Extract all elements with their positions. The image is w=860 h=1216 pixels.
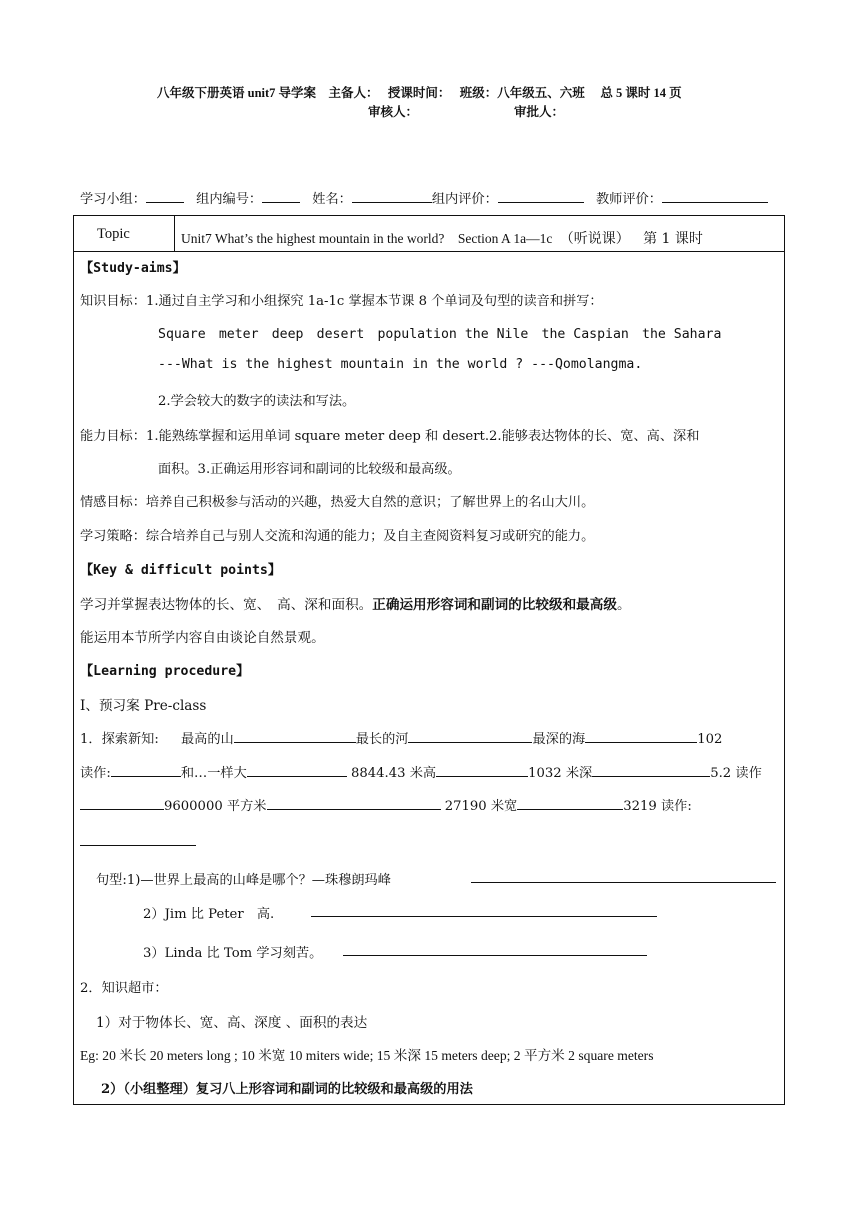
- topic-row-bottom: [73, 251, 785, 252]
- teacher-eval-blank[interactable]: [662, 190, 768, 203]
- procedure-heading: 【Learning procedure】: [80, 664, 250, 679]
- read-3219-blank[interactable]: [80, 845, 196, 846]
- as-big-as-label: 和…一样大: [180, 766, 247, 781]
- study-aims-heading: 【Study-aims】: [80, 261, 186, 276]
- longest-river-label: 最长的河: [355, 732, 409, 747]
- number-blank[interactable]: [262, 190, 300, 203]
- document-header-line1: 八年级下册英语 unit7 导学案 主备人： 授课时间： 班级：八年级五、六班 总 5 课时 14 页: [157, 86, 682, 100]
- lesson-type: （听说课）: [559, 231, 630, 247]
- knowledge-label: 知识目标：: [80, 294, 146, 309]
- explore-line2: [80, 762, 762, 781]
- deepest-sea-label: 最深的海: [532, 732, 586, 747]
- key-points-bold: 正确运用形容词和副词的比较级和最高级: [372, 597, 617, 613]
- deep-1032-label: 1032 米深: [528, 766, 593, 781]
- topic-label: Topic: [97, 226, 130, 242]
- longest-river-blank[interactable]: [408, 730, 532, 743]
- name-blank[interactable]: [352, 190, 432, 203]
- group-eval-label: 组内评价：: [431, 192, 498, 207]
- ability-label: 能力目标：: [80, 429, 146, 444]
- dimension-expression-heading: 1）对于物体长、宽、高、深度 、面积的表达: [96, 1015, 368, 1031]
- sqm-9600000-label: 9600000 平方米: [164, 799, 267, 814]
- wide-27190-label: 27190 米宽: [444, 799, 518, 814]
- reviewer-label: 审核人：: [368, 105, 419, 119]
- key-points-plain: 学习并掌握表达物体的长、宽、 高、深和面积。: [80, 597, 373, 613]
- emotion-aim: 情感目标：培养自己积极参与活动的兴趣，热爱大自然的意识；了解世界上的名山大川。: [80, 495, 595, 510]
- preclass-heading: I、预习案 Pre-class: [80, 698, 207, 714]
- topic-title: [181, 227, 703, 248]
- dimension-example: Eg: 20 米长 20 meters long ; 10 米宽 10 miters wide; 15 米深 15 meters deep; 2 平方米 2 square meters: [80, 1048, 654, 1063]
- height-8844-blank[interactable]: [436, 764, 528, 777]
- pattern-1: [96, 869, 391, 888]
- pattern-label: 句型:: [96, 873, 127, 888]
- pattern-2: 2）Jim 比 Peter 高.: [143, 907, 275, 922]
- target-sentence: ---What is the highest mountain in the world ? ---Qomolangma.: [158, 357, 643, 372]
- key-points-end: 。: [616, 597, 631, 613]
- wide-27190-blank[interactable]: [517, 797, 623, 810]
- group-label: 学习小组：: [80, 192, 146, 207]
- sqm-9600000-blank[interactable]: [267, 797, 441, 810]
- lesson-period: 第 1 课时: [643, 231, 703, 247]
- group-blank[interactable]: [146, 190, 184, 203]
- pattern-3: 3）Linda 比 Tom 学习刻苦。: [143, 946, 323, 961]
- pattern-3-blank[interactable]: [343, 955, 647, 956]
- height-8844-label: 8844.43 米高: [350, 766, 437, 781]
- key-points-line2: 能运用本节所学内容自由谈论自然景观。: [80, 630, 325, 646]
- read-5-2-blank[interactable]: [80, 797, 164, 810]
- pattern-1-blank[interactable]: [471, 882, 776, 883]
- ability-aim-1: 1.能熟练掌握和运用单词 square meter deep 和 desert.2.能够表达物体的长、宽、高、深和: [145, 429, 700, 444]
- pattern-1-text: 1)—世界上最高的山峰是哪个？—珠穆朗玛峰: [126, 873, 391, 888]
- knowledge-aim-1: 1.通过自主学习和小组探究 1a-1c 掌握本节课 8 个单词及句型的读音和拼写：: [145, 294, 603, 309]
- teacher-eval-label: 教师评价：: [595, 192, 662, 207]
- explore-line3: [80, 795, 692, 814]
- number-3219-label: 3219 读作:: [623, 799, 692, 814]
- learning-strategy: 学习策略：综合培养自己与别人交流和沟通的能力；及自主查阅资料复习或研究的能力。: [80, 529, 595, 544]
- read-as-label: 读作:: [80, 766, 111, 781]
- key-points-line1: [80, 593, 631, 613]
- deepest-sea-blank[interactable]: [585, 730, 697, 743]
- ability-aim-2: 面积。3.正确运用形容词和副词的比较级和最高级。: [158, 462, 461, 477]
- explore-label: 1．探索新知:: [80, 732, 159, 747]
- topic-title-text: Unit7 What’s the highest mountain in the world? Section A 1a—1c: [181, 231, 553, 246]
- knowledge-aim-2: 2.学会较大的数字的读法和写法。: [158, 394, 356, 409]
- target-words: Square meter deep desert population the Nile the Caspian the Sahara: [158, 327, 722, 342]
- approver-label: 审批人：: [514, 105, 565, 119]
- name-label: 姓名：: [312, 192, 352, 207]
- number-5-2-label: 5.2 读作: [710, 766, 762, 781]
- topic-divider: [174, 215, 175, 252]
- number-label: 组内编号：: [196, 192, 263, 207]
- knowledge-aim: [80, 290, 603, 309]
- number-102: 102: [697, 732, 723, 747]
- deep-1032-blank[interactable]: [592, 764, 710, 777]
- explore-line1: [80, 728, 722, 747]
- info-row: [80, 188, 768, 207]
- pattern-2-blank[interactable]: [311, 916, 657, 917]
- key-points-heading: 【Key & difficult points】: [80, 563, 282, 578]
- knowledge-market-heading: 2．知识超市：: [80, 981, 168, 996]
- group-eval-blank[interactable]: [498, 190, 584, 203]
- as-big-as-blank[interactable]: [247, 764, 347, 777]
- comparative-review-heading: 2）（小组整理）复习八上形容词和副词的比较级和最高级的用法: [101, 1082, 473, 1097]
- ability-aim: [80, 425, 699, 444]
- highest-mountain-label: 最高的山: [180, 732, 234, 747]
- read-102-blank[interactable]: [111, 764, 181, 777]
- highest-mountain-blank[interactable]: [234, 730, 356, 743]
